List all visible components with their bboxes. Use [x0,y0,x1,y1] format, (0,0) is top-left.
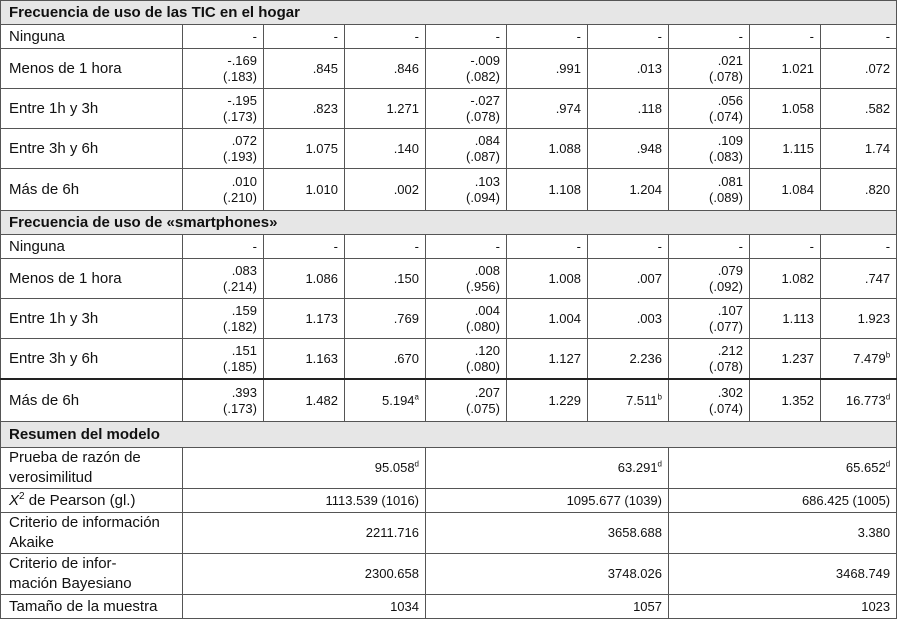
coefficient-cell [669,379,750,422]
exp-b-cell: .845 [264,49,345,89]
wald-cell [588,89,669,129]
coefficient-value: .056 [717,92,743,108]
coefficient-value: .120 [474,342,500,358]
standard-error-value: (.075) [466,400,500,416]
summary-row [1,448,897,489]
wald-cell [345,49,426,89]
exp-b-cell: 1.088 [507,129,588,169]
summary-value-text: 686.425 (1005) [801,492,891,508]
summary-value [183,513,426,554]
reference-cell: - [669,235,750,259]
wald-cell [821,169,897,211]
wald-value: 1.74 [864,140,891,156]
coefficient-value: -.009 [470,52,500,68]
wald-value: .003 [636,310,662,326]
reference-cell: - [669,25,750,49]
summary-value-text: 95.058 [374,460,415,475]
coefficient-cell [183,49,264,89]
exp-b-cell: 1.075 [264,129,345,169]
summary-value [426,448,669,489]
section-title: Resumen del modelo [1,422,897,448]
coefficient-value: .103 [474,173,500,189]
reference-cell: - [183,235,264,259]
exp-b-cell: 1.082 [750,259,821,299]
coefficient-value: .083 [231,262,257,278]
reference-cell: - [750,25,821,49]
exp-b-cell: .974 [507,89,588,129]
coefficient-cell [183,169,264,211]
coefficient-value: .021 [717,52,743,68]
significance-marker: a [414,392,419,402]
section-header-row [1,211,897,235]
summary-value-text: 1023 [861,598,891,614]
standard-error-value: (.080) [466,358,500,374]
reference-cell: - [821,25,897,49]
table-row [1,259,897,299]
wald-value: .013 [636,60,662,76]
coefficient-cell [426,49,507,89]
table-row [1,129,897,169]
summary-label: $X^2$ de Pearson (gl.) [1,489,183,513]
coefficient-cell [183,259,264,299]
standard-error-value: (.074) [709,400,743,416]
wald-cell [345,299,426,339]
row-label: Entre 3h y 6h [1,129,183,169]
standard-error-value: (.210) [223,189,257,205]
wald-value: .820 [864,181,891,197]
wald-value: 1.271 [386,100,419,116]
row-label: Menos de 1 hora [1,259,183,299]
exp-b-cell: .823 [264,89,345,129]
summary-value [183,595,426,619]
summary-label: Criterio de infor- mación Bayesiano [1,554,183,595]
reference-cell: - [183,25,264,49]
wald-value: .002 [393,181,419,197]
coefficient-cell [669,339,750,380]
wald-cell [588,299,669,339]
coefficient-cell [669,299,750,339]
coefficient-cell [183,129,264,169]
standard-error-value: (.087) [466,148,500,164]
summary-value-text: 65.652 [845,460,886,475]
wald-value: .007 [636,270,662,286]
table-row [1,49,897,89]
coefficient-cell [426,89,507,129]
summary-value-text: 3658.688 [607,525,662,540]
wald-cell [588,49,669,89]
wald-value: 1.923 [857,310,891,326]
pearson-exponent: 2 [19,490,25,502]
wald-cell [821,339,897,380]
wald-value: 7.511 [625,392,658,408]
coefficient-value: .081 [717,173,743,189]
exp-b-cell: 1.058 [750,89,821,129]
reference-cell: - [750,235,821,259]
reference-cell: - [588,25,669,49]
row-label: Menos de 1 hora [1,49,183,89]
exp-b-cell: 1.008 [507,259,588,299]
coefficient-value: .151 [231,342,257,358]
significance-marker: d [885,392,891,402]
section-header-row [1,1,897,25]
summary-row [1,513,897,554]
exp-b-cell: 1.108 [507,169,588,211]
wald-cell [588,379,669,422]
coefficient-value: .079 [717,262,743,278]
summary-value [669,554,897,595]
standard-error-value: (.074) [709,108,743,124]
wald-cell [588,169,669,211]
summary-row [1,595,897,619]
wald-value: .670 [393,350,419,366]
row-label: Entre 1h y 3h [1,299,183,339]
summary-value-text: 2211.716 [365,525,419,540]
exp-b-cell: 1.004 [507,299,588,339]
reference-cell: - [426,235,507,259]
summary-value-text: 1095.677 (1039) [566,492,662,508]
coefficient-cell [183,339,264,380]
summary-label: Prueba de razón de verosimilitud [1,448,183,489]
summary-value-text: 2300.658 [364,566,419,581]
summary-value [426,489,669,513]
summary-row [1,489,897,513]
wald-cell [821,259,897,299]
standard-error-value: (.173) [223,108,257,124]
coefficient-value: .004 [474,302,500,318]
table-body [1,1,897,619]
standard-error-value: (.080) [466,318,500,334]
standard-error-value: (.083) [709,148,743,164]
coefficient-cell [669,89,750,129]
significance-marker: d [657,459,662,469]
wald-value: .150 [393,270,419,286]
wald-cell [588,339,669,380]
summary-value-text: 63.291 [617,460,658,475]
coefficient-cell [426,379,507,422]
summary-value [669,448,897,489]
standard-error-value: (.185) [223,358,257,374]
wald-value: .948 [636,140,662,156]
coefficient-value: .159 [231,302,257,318]
standard-error-value: (.082) [466,68,500,84]
summary-label: Tamaño de la muestra [1,595,183,619]
wald-value: 2.236 [629,350,662,366]
summary-label: Criterio de información Akaike [1,513,183,554]
wald-cell [588,259,669,299]
wald-value: .582 [864,100,891,116]
significance-marker: b [657,392,662,402]
coefficient-value: .207 [474,384,500,400]
standard-error-value: (.094) [466,189,500,205]
row-label: Ninguna [1,25,183,49]
table-row [1,299,897,339]
coefficient-cell [183,89,264,129]
row-label: Ninguna [1,235,183,259]
exp-b-cell: 1.229 [507,379,588,422]
wald-value: 16.773 [845,392,886,408]
coefficient-cell [426,169,507,211]
wald-cell [345,379,426,422]
reference-cell: - [588,235,669,259]
summary-value-text: 3.380 [857,525,891,540]
wald-cell [821,299,897,339]
standard-error-value: (.193) [223,148,257,164]
standard-error-value: (.077) [709,318,743,334]
table-row [1,379,897,422]
summary-value [183,448,426,489]
wald-value: .769 [393,310,419,326]
summary-row [1,554,897,595]
wald-cell [345,129,426,169]
exp-b-cell: .991 [507,49,588,89]
standard-error-value: (.078) [709,68,743,84]
summary-value-text: 1057 [633,598,662,614]
standard-error-value: (.173) [223,400,257,416]
coefficient-value: .010 [231,173,257,189]
coefficient-cell [669,259,750,299]
standard-error-value: (.078) [709,358,743,374]
standard-error-value: (.183) [223,68,257,84]
section-title: Frecuencia de uso de «smartphones» [1,211,897,235]
summary-value [183,489,426,513]
exp-b-cell: 1.086 [264,259,345,299]
coefficient-value: .212 [717,342,743,358]
exp-b-cell: 1.127 [507,339,588,380]
reference-cell: - [264,25,345,49]
row-label: Más de 6h [1,379,183,422]
coefficient-cell [669,169,750,211]
significance-marker: d [414,459,419,469]
pearson-symbol: X [9,491,20,509]
reference-cell: - [345,25,426,49]
reference-cell: - [821,235,897,259]
summary-value [669,513,897,554]
reference-cell: - [264,235,345,259]
summary-value-text: 3748.026 [607,566,662,581]
summary-value-text: 1034 [390,598,419,614]
standard-error-value: (.092) [709,278,743,294]
exp-b-cell: 1.173 [264,299,345,339]
wald-cell [345,259,426,299]
exp-b-cell: 1.113 [750,299,821,339]
wald-cell [588,129,669,169]
exp-b-cell: 1.021 [750,49,821,89]
significance-marker: b [885,350,891,360]
wald-value: .846 [393,60,419,76]
significance-marker: d [885,459,891,469]
row-label: Más de 6h [1,169,183,211]
wald-value: 5.194 [382,392,415,408]
wald-value: .118 [637,100,662,116]
coefficient-value: -.169 [227,52,257,68]
wald-cell [345,339,426,380]
summary-value [426,554,669,595]
summary-value [183,554,426,595]
coefficient-value: .072 [231,132,257,148]
coefficient-cell [183,379,264,422]
wald-value: .072 [864,60,891,76]
exp-b-cell: 1.482 [264,379,345,422]
coefficient-value: .008 [474,262,500,278]
row-label: Entre 3h y 6h [1,339,183,380]
exp-b-cell: 1.084 [750,169,821,211]
row-label: Entre 1h y 3h [1,89,183,129]
reference-cell: - [426,25,507,49]
wald-value: .747 [864,270,891,286]
summary-value [669,489,897,513]
wald-value: 1.204 [629,181,662,197]
coefficient-value: -.195 [227,92,257,108]
summary-value [669,595,897,619]
exp-b-cell: 1.237 [750,339,821,380]
wald-cell [821,89,897,129]
table-row [1,89,897,129]
summary-value-text: 1113.539 (1016) [325,492,419,508]
table-row [1,169,897,211]
coefficient-value: .109 [717,132,743,148]
wald-cell [821,379,897,422]
table-row [1,339,897,380]
coefficient-cell [426,259,507,299]
coefficient-value: -.027 [470,92,500,108]
standard-error-value: (.214) [223,278,257,294]
coefficient-cell [426,129,507,169]
section-header-row [1,422,897,448]
standard-error-value: (.182) [223,318,257,334]
coefficient-cell [669,49,750,89]
standard-error-value: (.089) [709,189,743,205]
wald-cell [821,129,897,169]
exp-b-cell: 1.163 [264,339,345,380]
exp-b-cell: 1.010 [264,169,345,211]
summary-value [426,513,669,554]
table-row [1,25,897,49]
wald-cell [345,169,426,211]
section-title: Frecuencia de uso de las TIC en el hogar [1,1,897,25]
exp-b-cell: 1.115 [750,129,821,169]
coefficient-value: .393 [231,384,257,400]
wald-cell [345,89,426,129]
coefficient-value: .302 [717,384,743,400]
reference-cell: - [507,25,588,49]
reference-cell: - [345,235,426,259]
coefficient-cell [426,339,507,380]
exp-b-cell: 1.352 [750,379,821,422]
standard-error-value: (.078) [466,108,500,124]
coefficient-cell [669,129,750,169]
wald-cell [821,49,897,89]
coefficient-cell [426,299,507,339]
coefficient-value: .084 [474,132,500,148]
coefficient-value: .107 [717,302,743,318]
reference-cell: - [507,235,588,259]
table-row [1,235,897,259]
summary-value-text: 3468.749 [835,566,891,581]
wald-value: 7.479 [853,350,886,366]
standard-error-value: (.956) [466,278,500,294]
coefficient-cell [183,299,264,339]
wald-value: .140 [393,140,419,156]
summary-value [426,595,669,619]
